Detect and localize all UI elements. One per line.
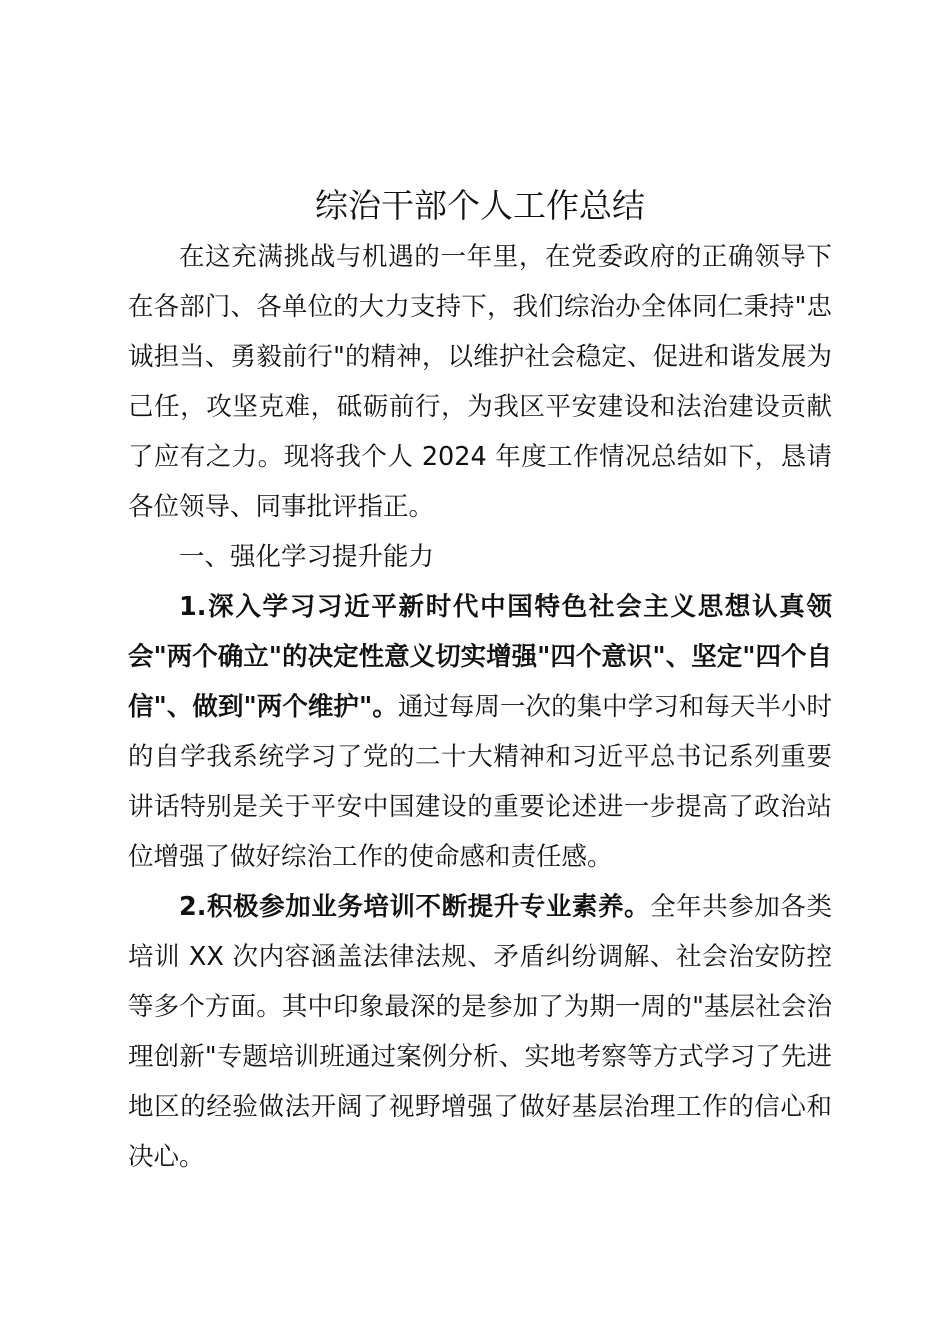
section-heading: 一、强化学习提升能力 (179, 542, 435, 572)
item-2-paragraph (128, 882, 832, 1182)
item-2-lead: 2.积极参加业务培训不断提升专业素养。 (179, 892, 651, 922)
item-2-body: 全年共参加各类培训 XX 次内容涵盖法律法规、矛盾纠纷调解、社会治安防控等多个方面。其中印象最深的是参加了为期一周的"基层社会治理创新"专题培训班通过案例分析、实地考察等方式学习了先进地区的经验做法开阔了视野增强了做好基层治理工作的信心和决心。 (128, 892, 832, 1172)
item-1-paragraph (128, 582, 832, 882)
document-page (128, 180, 832, 1182)
intro-paragraph: 在这充满挑战与机遇的一年里，在党委政府的正确领导下在各部门、各单位的大力支持下，我们综治办全体同仁秉持"忠诚担当、勇毅前行"的精神，以维护社会稳定、促进和谐发展为己任，攻坚克难，砥砺前行，为我区平安建设和法治建设贡献了应有之力。现将我个人 2024 年度工作情况总结如下，恳请各位领导、同事批评指正。 (128, 242, 832, 522)
document-title: 综治干部个人工作总结 (315, 186, 645, 225)
item-1-body: 通过每周一次的集中学习和每天半小时的自学我系统学习了党的二十大精神和习近平总书记系列重要讲话特别是关于平安中国建设的重要论述进一步提高了政治站位增强了做好综治工作的使命感和责任感。 (128, 692, 832, 872)
item-1-lead: 1.深入学习习近平新时代中国特色社会主义思想认真领会"两个确立"的决定性意义切实增强"四个意识"、坚定"四个自信"、做到"两个维护"。 (128, 592, 832, 722)
